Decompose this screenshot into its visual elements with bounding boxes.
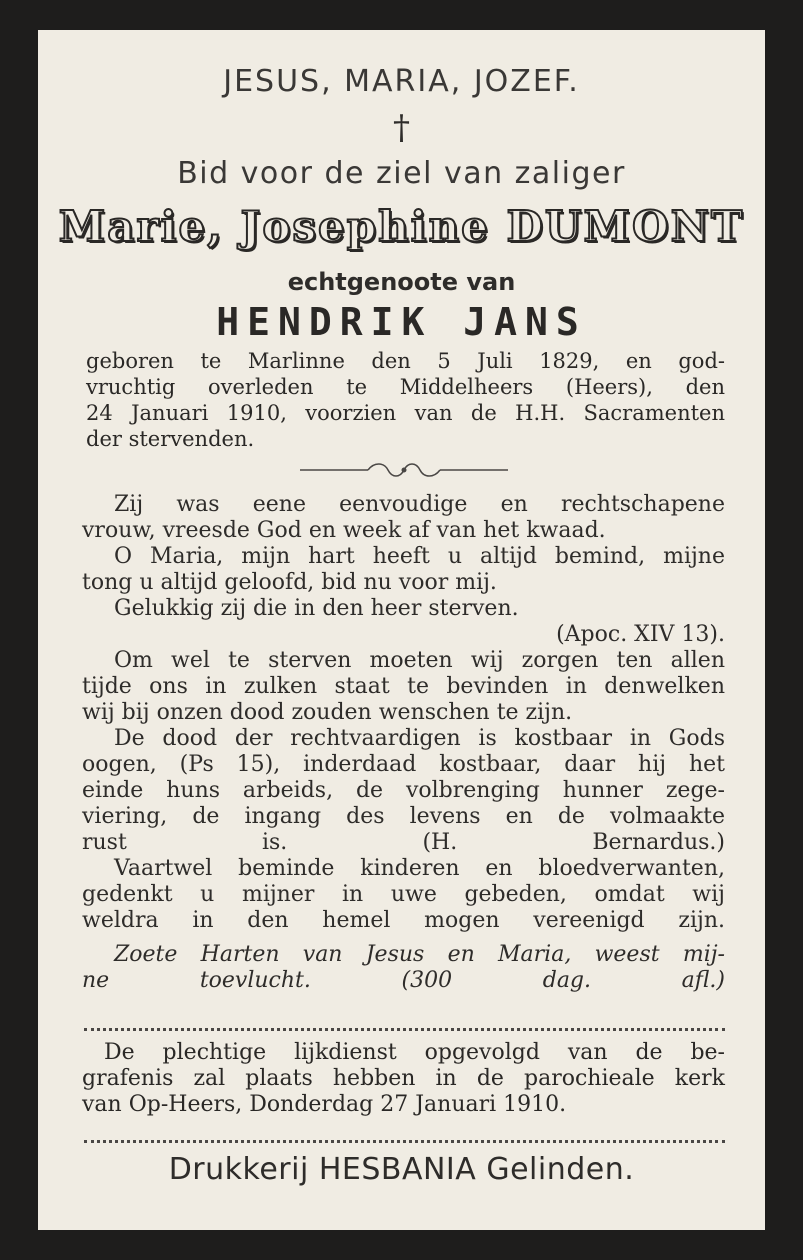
text-line: oogen, (Ps 15), inderdaad kostbaar, daar hij het: [82, 752, 725, 777]
birth-line: vruchtig overleden te Middelheers (Heers), den: [86, 375, 725, 399]
text-line: [82, 830, 725, 856]
prayer-intro: Bid voor de ziel van zaliger: [177, 156, 626, 191]
card-paper: [38, 30, 765, 1230]
birth-line: geboren te Marlinne den 5 Juli 1829, en god-: [86, 349, 725, 373]
text-line: gedenkt u mijner in uwe gebeden, omdat wij: [82, 882, 725, 907]
relation-label: echtgenoote van: [287, 268, 516, 296]
text-line: wij bij onzen dood zouden wenschen te zijn.: [82, 700, 573, 725]
text-line: O Maria, mijn hart heeft u altijd bemind, mijne: [114, 544, 725, 569]
text-line: einde huns arbeids, de volbrenging hunner zege-: [82, 778, 725, 803]
birth-line: 24 Januari 1910, voorzien van de H.H. Sacramenten: [86, 401, 725, 425]
birth-death-paragraph: [86, 348, 725, 452]
text-fragment: (H. Bernardus.): [422, 830, 725, 855]
invocation-line: Zoete Harten van Jesus en Maria, weest mij-: [114, 942, 725, 967]
text-line: tong u altijd geloofd, bid nu voor mij.: [82, 570, 497, 595]
text-line: viering, de ingang des levens en de volmaakte: [82, 804, 725, 829]
text-fragment: rust is.: [82, 830, 288, 855]
ornament-divider: [298, 458, 510, 482]
text-line: tijde ons in zulken staat te bevinden in denwelken: [82, 674, 725, 699]
funeral-line: van Op-Heers, Donderdag 27 Januari 1910.: [82, 1092, 567, 1117]
funeral-line: De plechtige lijkdienst opgevolgd van de be-: [104, 1040, 725, 1065]
spouse-name: HENDRIK JANS: [216, 300, 587, 344]
memorial-text: [82, 492, 725, 994]
deceased-name: Marie, Josephine DUMONT: [58, 202, 745, 251]
birth-line: der stervenden.: [86, 427, 255, 451]
indulgence-note: (300 dag. afl.): [401, 968, 726, 993]
text-line: vrouw, vreesde God en week af van het kwaad.: [82, 518, 606, 543]
funeral-line: grafenis zal plaats hebben in de parochieale kerk: [82, 1066, 725, 1091]
text-line: Om wel te sterven moeten wij zorgen ten allen: [114, 648, 725, 673]
text-line: Zij was eene eenvoudige en rechtschapene: [114, 492, 725, 517]
printer-credit: Drukkerij HESBANIA Gelinden.: [168, 1152, 635, 1187]
text-line: Vaartwel beminde kinderen en bloedverwanten,: [114, 856, 725, 881]
dotted-separator: [84, 1028, 725, 1031]
text-line: De dood der rechtvaardigen is kostbaar in Gods: [114, 726, 725, 751]
text-line: Gelukkig zij die in den heer sterven.: [114, 596, 519, 621]
funeral-notice: [82, 1040, 725, 1118]
spacer: [82, 934, 725, 942]
text-line: (Apoc. XIV 13).: [556, 622, 725, 647]
header-invocation: JESUS, MARIA, JOZEF.: [223, 64, 580, 99]
text-line: weldra in den hemel mogen vereenigd zijn.: [82, 908, 725, 933]
text-line: [82, 968, 725, 994]
dotted-separator: [84, 1140, 725, 1143]
cross-icon: †: [393, 108, 410, 148]
invocation-line: ne toevlucht.: [82, 968, 311, 993]
